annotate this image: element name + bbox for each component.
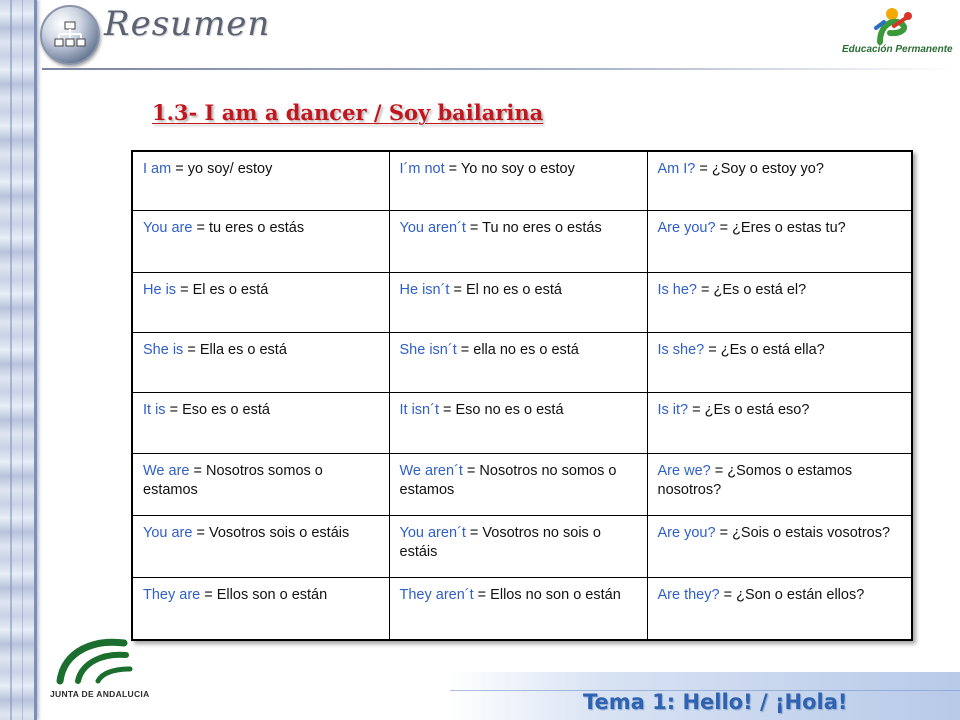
left-decorative-band (0, 0, 37, 720)
table-cell (389, 393, 647, 453)
cell-meaning: = Vosotros no sois o estáis (399, 524, 601, 560)
cell-subject: You are (143, 524, 193, 541)
cell-subject: Are they? (657, 587, 720, 604)
cell-subject: Is it? (657, 402, 689, 419)
cell-meaning: = yo soy/ estoy (171, 161, 273, 177)
table-cell (389, 515, 647, 577)
cell-meaning: = ¿Es o está eso? (688, 402, 810, 419)
table-row (132, 515, 912, 577)
table-cell (132, 393, 389, 453)
table-cell (647, 453, 912, 515)
cell-subject: Are you? (657, 524, 716, 541)
table-cell (647, 333, 912, 393)
cell-meaning: = Tu no eres o estás (465, 219, 602, 236)
cell-meaning: = Yo no soy o estoy (444, 161, 575, 177)
cell-subject: We aren´t (399, 462, 463, 479)
table-row (132, 453, 912, 515)
cell-subject: She is (143, 342, 184, 359)
cell-subject: I am (143, 161, 172, 177)
cell-meaning: = Eso no es o está (438, 402, 564, 419)
table-cell (647, 393, 912, 453)
cell-meaning: = ¿Sois o estais vosotros? (715, 524, 891, 541)
verb-to-be-table (131, 150, 913, 641)
table-cell (647, 515, 912, 577)
cell-meaning: = ¿Eres o estas tu? (715, 219, 846, 236)
section-heading: 1.3- I am a dancer / Soy bailarina (152, 100, 544, 125)
sitemap-icon (40, 5, 100, 65)
cell-subject: Are we? (657, 462, 711, 479)
cell-meaning: = Vosotros sois o estáis (192, 524, 350, 541)
cell-meaning: = Nosotros no somos o estamos (399, 462, 617, 498)
table-cell (389, 578, 647, 640)
cell-meaning: = ¿Es o está el? (697, 281, 807, 298)
cell-subject: Is he? (657, 281, 697, 298)
educacion-permanente-text: Educación Permanente (842, 44, 953, 55)
cell-subject: I´m not (399, 161, 445, 177)
table-cell (132, 333, 389, 393)
table-row (132, 393, 912, 453)
cell-subject: Am I? (657, 161, 696, 177)
cell-subject: It is (143, 402, 166, 419)
table-cell (132, 151, 389, 210)
table-cell (647, 578, 912, 640)
table-cell (389, 272, 647, 332)
cell-subject: She isn´t (399, 342, 457, 359)
table-row (132, 272, 912, 332)
cell-meaning: = ¿Somos o estamos nosotros? (657, 462, 853, 498)
cell-subject: He isn´t (399, 281, 450, 298)
cell-meaning: = ¿Son o están ellos? (719, 587, 865, 604)
table-row (132, 333, 912, 393)
table-cell (389, 210, 647, 272)
cell-meaning: = Eso es o está (165, 402, 270, 419)
table-row (132, 578, 912, 640)
cell-meaning: = ¿Soy o estoy yo? (695, 161, 824, 177)
page-title: Resumen (104, 4, 271, 44)
cell-subject: We are (143, 462, 190, 479)
cell-subject: You aren´t (399, 219, 466, 236)
cell-subject: You are (143, 219, 193, 236)
cell-meaning: = Nosotros somos o estamos (143, 462, 323, 498)
cell-meaning: = ella no es o está (456, 342, 579, 359)
cell-meaning: = Ella es o está (183, 342, 287, 359)
table-cell (389, 333, 647, 393)
cell-subject: They aren´t (399, 587, 474, 604)
table-cell (132, 272, 389, 332)
table-cell (647, 272, 912, 332)
table-cell (389, 151, 647, 210)
table-row (132, 210, 912, 272)
table-cell (647, 210, 912, 272)
junta-andalucia-text: JUNTA DE ANDALUCIA (50, 689, 150, 699)
cell-subject: They are (143, 587, 201, 604)
table-row (132, 151, 912, 210)
cell-meaning: = tu eres o estás (192, 219, 305, 236)
cell-meaning: = Ellos son o están (200, 587, 328, 604)
cell-subject: Are you? (657, 219, 716, 236)
cell-meaning: = El no es o está (449, 281, 562, 298)
cell-meaning: = ¿Es o está ella? (704, 342, 825, 359)
table-cell (132, 578, 389, 640)
cell-subject: You aren´t (399, 524, 466, 541)
header-divider (42, 68, 960, 70)
table-cell (132, 515, 389, 577)
cell-meaning: = Ellos no son o están (473, 587, 621, 604)
table-cell (647, 151, 912, 210)
table-cell (132, 453, 389, 515)
cell-subject: Is she? (657, 342, 705, 359)
junta-andalucia-emblem (54, 637, 150, 687)
table-cell (132, 210, 389, 272)
educacion-permanente-logo (842, 4, 960, 66)
footer-title: Tema 1: Hello! / ¡Hola! (583, 690, 848, 714)
cell-subject: He is (143, 281, 177, 298)
table-cell (389, 453, 647, 515)
cell-meaning: = El es o está (176, 281, 269, 298)
cell-subject: It isn´t (399, 402, 439, 419)
